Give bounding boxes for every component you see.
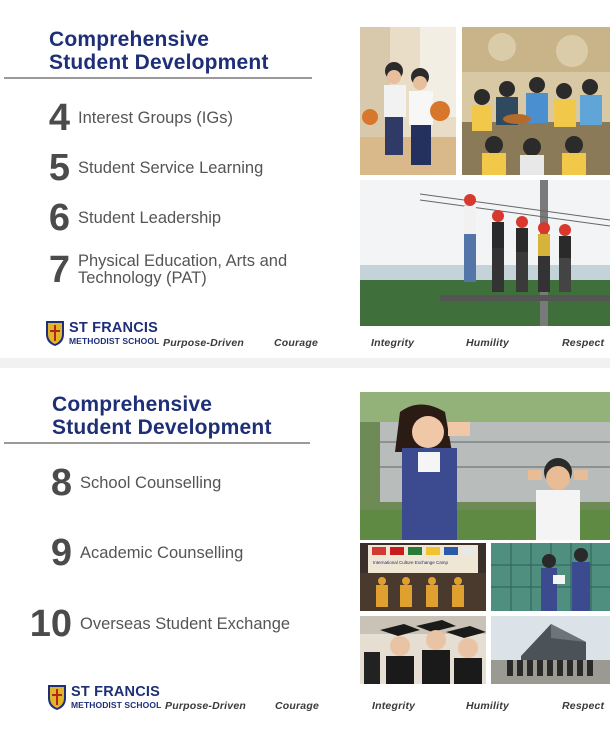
title-underline <box>4 77 312 79</box>
item-9 <box>0 534 243 572</box>
item-label-line-2: Technology (PAT) <box>78 269 207 287</box>
photo-lockers <box>491 543 610 611</box>
school-subname: METHODIST SCHOOL <box>69 335 160 346</box>
item-label: Overseas Student Exchange <box>80 614 291 633</box>
school-logo-text <box>71 685 161 709</box>
item-number: 4 <box>48 97 70 139</box>
item-label-line-1: Physical Education, Arts and <box>78 252 288 270</box>
school-crest-icon <box>44 319 66 347</box>
photo-binocular-hands <box>360 392 610 540</box>
slide-divider <box>0 358 610 368</box>
photo-culture-exchange <box>360 543 486 611</box>
photo-group-building <box>491 616 610 684</box>
value-humility: Humility <box>466 700 510 712</box>
school-name: ST FRANCIS <box>69 320 158 336</box>
value-respect: Respect <box>562 700 605 712</box>
value-purpose-driven: Purpose-Driven <box>165 700 246 712</box>
title-line-2: Student Development <box>52 416 272 439</box>
photo-high-ropes <box>360 180 610 326</box>
item-label: School Counselling <box>80 473 222 492</box>
item-label: Student Service Learning <box>78 158 264 177</box>
item-number: 6 <box>48 197 70 239</box>
photo-graduation <box>360 616 486 684</box>
item-label <box>78 253 287 287</box>
photo-music-group <box>462 27 610 175</box>
item-number: 5 <box>48 147 70 189</box>
item-number: 9 <box>50 532 72 574</box>
item-7 <box>0 251 287 289</box>
item-number: 8 <box>50 462 72 504</box>
slide-2-title <box>52 393 272 439</box>
value-respect: Respect <box>562 337 605 349</box>
school-crest-icon <box>46 683 68 711</box>
school-logo <box>44 319 159 347</box>
school-logo-text <box>69 321 159 345</box>
value-purpose-driven: Purpose-Driven <box>163 337 244 349</box>
item-number: 10 <box>29 603 72 645</box>
school-subname: METHODIST SCHOOL <box>71 699 162 710</box>
item-6 <box>0 199 221 237</box>
slide-1 <box>0 0 610 358</box>
item-number: 7 <box>48 249 70 291</box>
item-label: Student Leadership <box>78 208 222 227</box>
title-line-2: Student Development <box>49 51 269 74</box>
school-logo <box>46 683 161 711</box>
value-integrity: Integrity <box>372 700 416 712</box>
item-8 <box>0 464 221 502</box>
value-humility: Humility <box>466 337 510 349</box>
value-integrity: Integrity <box>371 337 415 349</box>
item-10 <box>0 605 290 643</box>
item-5 <box>0 149 263 187</box>
item-4 <box>0 99 233 137</box>
value-courage: Courage <box>274 337 318 349</box>
photo-basketball <box>360 27 456 175</box>
exchange-banner-text: International Culture Exchange Camp <box>373 560 449 565</box>
slide-1-title <box>49 28 269 74</box>
school-name: ST FRANCIS <box>71 684 160 700</box>
title-underline <box>4 442 310 444</box>
slide-2 <box>0 368 610 733</box>
value-courage: Courage <box>275 700 319 712</box>
item-label: Academic Counselling <box>80 543 244 562</box>
title-line-1: Comprehensive <box>49 28 210 51</box>
item-label: Interest Groups (IGs) <box>78 108 233 127</box>
title-line-1: Comprehensive <box>52 393 213 416</box>
